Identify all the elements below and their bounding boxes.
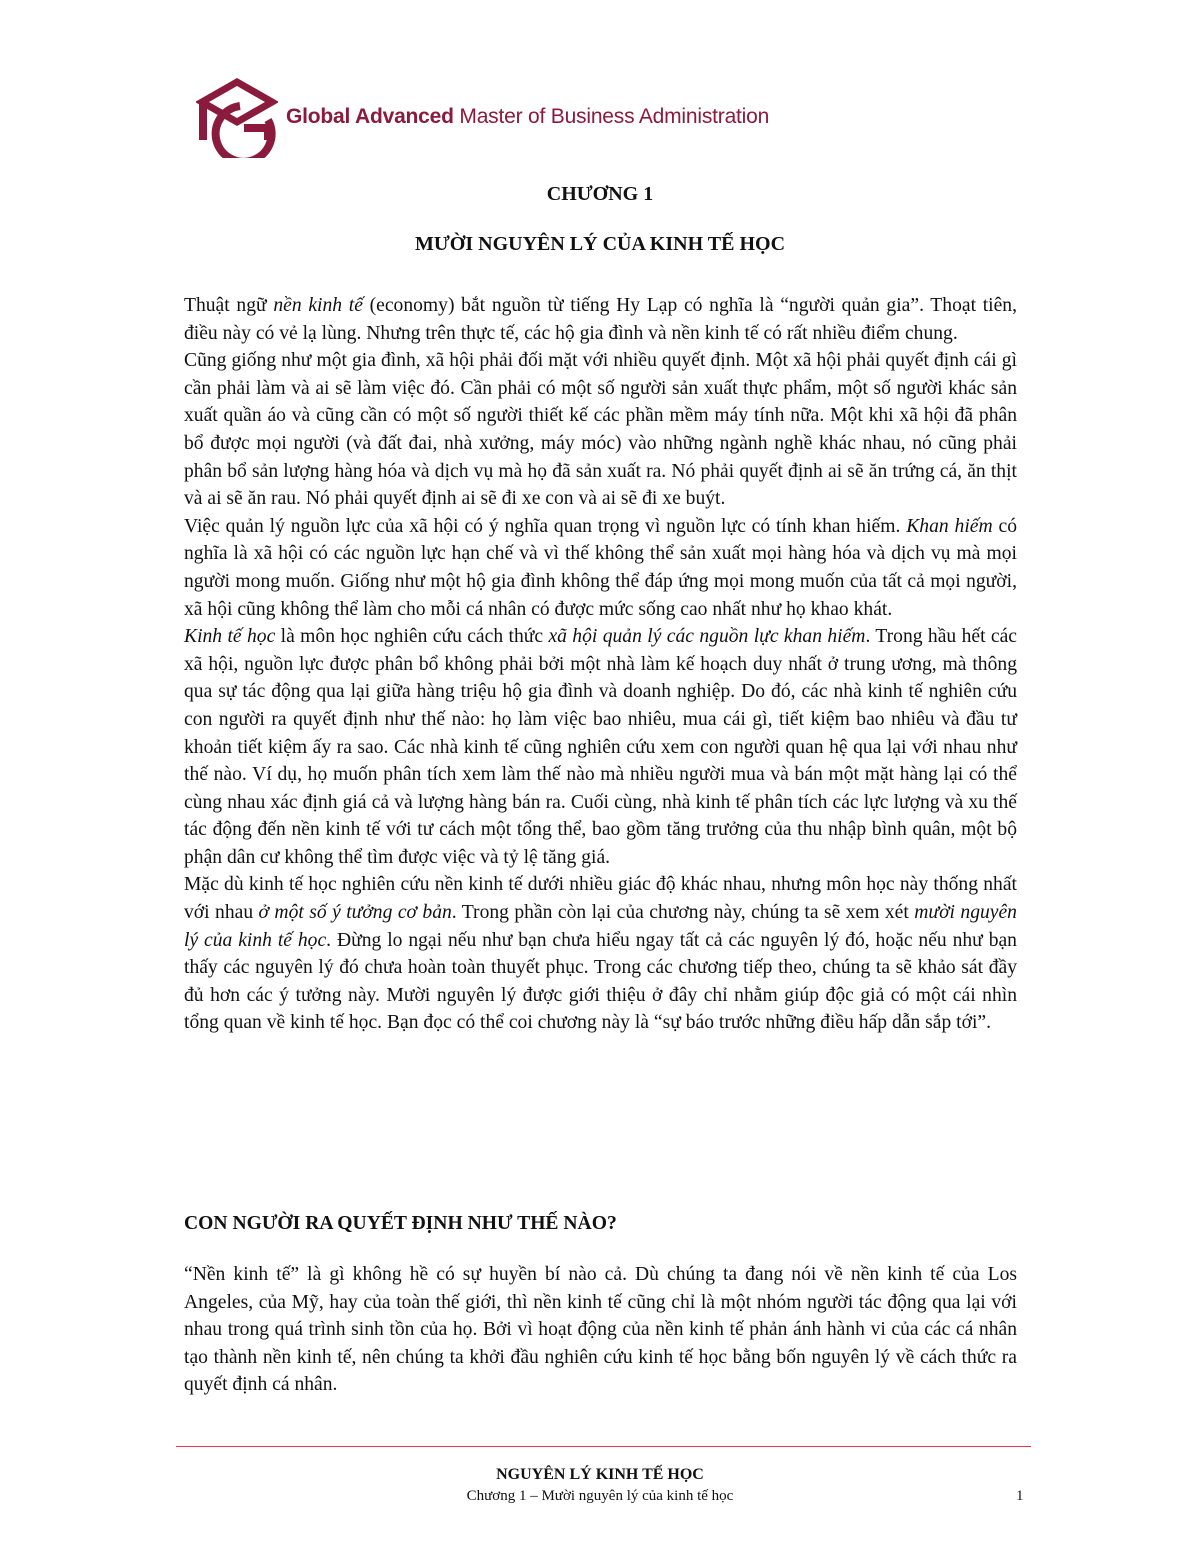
text-run: . Trong phần còn lại của chương này, chúng ta sẽ xem xét — [451, 902, 915, 924]
page-number: 1 — [1016, 1488, 1024, 1504]
logo-text — [286, 105, 769, 129]
text-run: Việc quản lý nguồn lực của xã hội có ý nghĩa quan trọng vì nguồn lực có tính khan hiếm. — [184, 515, 907, 537]
chapter-title: MƯỜI NGUYÊN LÝ CỦA KINH TẾ HỌC — [414, 233, 786, 255]
italic-term: nền kinh tế — [273, 295, 363, 316]
section-heading: CON NGƯỜI RA QUYẾT ĐỊNH NHƯ THẾ NÀO? — [184, 1213, 617, 1234]
logo-text-rest: Master of Business Administration — [453, 105, 770, 128]
italic-term: Khan hiếm — [906, 515, 993, 537]
graduation-cap-g-logo-icon — [196, 76, 278, 158]
footer-subtitle: Chương 1 – Mười nguyên lý của kinh tế học — [466, 1488, 734, 1504]
italic-term: mười nguyên lý của kinh tế học — [184, 902, 1017, 951]
logo-text-bold: Global Advanced — [286, 105, 454, 128]
paragraph-2: Cũng giống như một gia đình, xã hội phải đối mặt với nhiều quyết định. Một xã hội phải quyết định cái gì cần phải làm và ai sẽ làm việc đó. Cần phải có một số người sản xuất thực phẩm, một số người khác sản xuất quần áo và cũng cần có một số người thiết kế các phần mềm máy tính nữa. Một khi xã hội đã phân bổ được mọi người (và đất đai, nhà xưởng, máy móc) vào những ngành nghề khác nhau, nó cũng phải phân bổ sản lượng hàng hóa và dịch vụ mà họ đã sản xuất ra. Nó phải quyết định ai sẽ ăn trứng cá, ăn thịt và ai sẽ ăn rau. Nó phải quyết định ai sẽ đi xe con và ai sẽ đi xe buýt. — [184, 350, 1017, 510]
text-run: Mặc dù kinh tế học nghiên cứu nền kinh tế dưới nhiều giác độ khác nhau, nhưng môn học này thống nhất với nhau — [184, 874, 1017, 924]
footer-divider — [176, 1446, 1031, 1447]
text-run: (economy) bắt nguồn từ tiếng Hy Lạp có nghĩa là “người quản gia”. Thoạt tiên, điều này có vẻ lạ lùng. Nhưng trên thực tế, các hộ gia đình và nền kinh tế có rất nhiều điểm chung. — [184, 295, 1017, 344]
paragraph-1 — [184, 292, 1017, 347]
italic-term: Kinh tế học — [184, 626, 276, 648]
text-run: là môn học nghiên cứu cách thức — [275, 626, 549, 648]
chapter-body — [184, 292, 1017, 1037]
text-run: có nghĩa là xã hội có các nguồn lực hạn chế và vì thế không thể sản xuất mọi hàng hóa và dịch vụ mà mọi người mong muốn. Giống như một hộ gia đình không thể đáp ứng mọi mong muốn của tất cả mọi người, xã hội cũng không thể làm cho mỗi cá nhân có được mức sống cao nhất như họ khao khát. — [184, 515, 1017, 620]
text-run: . Đừng lo ngại nếu như bạn chưa hiểu ngay tất cả các nguyên lý đó, hoặc nếu như bạn thấy các nguyên lý đó chưa hoàn toàn thuyết phục. Trong các chương tiếp theo, chúng ta sẽ khảo sát đầy đủ hơn các ý tưởng này. Mười nguyên lý được giới thiệu ở đây chỉ nhằm giúp độc giả có một cái nhìn tổng quan về kinh tế học. Bạn đọc có thể coi chương này là “sự báo trước những điều hấp dẫn sắp tới”. — [184, 929, 1017, 1034]
paragraph-4 — [184, 623, 1017, 871]
chapter-label: CHƯƠNG 1 — [546, 183, 654, 205]
footer-title: NGUYÊN LÝ KINH TẾ HỌC — [496, 1466, 704, 1483]
text-run: . Trong hầu hết các xã hội, nguồn lực được phân bổ không phải bởi một nhà làm kế hoạch duy nhất ở trung ương, mà thông qua sự tác động qua lại giữa hàng triệu hộ gia đình và doanh nghiệp. Do đó, các nhà kinh tế nghiên cứu con người ra quyết định như thế nào: họ làm việc bao nhiêu, mua cái gì, tiết kiệm bao nhiêu và đầu tư khoản tiết kiệm ấy ra sao. Các nhà kinh tế cũng nghiên cứu xem con người quan hệ qua lại với nhau như thế nào. Ví dụ, họ muốn phân tích xem làm thế nào mà nhiều người mua và bán một mặt hàng lại có thể cùng nhau xác định giá cả và lượng hàng bán ra. Cuối cùng, nhà kinh tế phân tích các lực lượng và xu thế tác động đến nền kinh tế với tư cách một tổng thể, bao gồm tăng trưởng của thu nhập bình quân, một bộ phận dân cư không thể tìm được việc và tỷ lệ tăng giá. — [184, 626, 1017, 868]
section-body — [184, 1261, 1017, 1399]
paragraph-3 — [184, 513, 1017, 623]
text-run: Thuật ngữ — [184, 295, 274, 316]
paragraph-5 — [184, 871, 1017, 1037]
italic-term: ở một số ý tưởng cơ bản — [258, 902, 452, 924]
italic-term: xã hội quản lý các nguồn lực khan hiếm — [548, 626, 866, 648]
header-logo — [196, 72, 770, 162]
section-paragraph-1: “Nền kinh tế” là gì không hề có sự huyền bí nào cả. Dù chúng ta đang nói về nền kinh tế của Los Angeles, của Mỹ, hay của toàn thế giới, thì nền kinh tế cũng chỉ là một nhóm người tác động qua lại với nhau trong quá trình sinh tồn của họ. Bởi vì hoạt động của nền kinh tế phản ánh hành vi của các cá nhân tạo thành nền kinh tế, nên chúng ta khởi đầu nghiên cứu kinh tế học bằng bốn nguyên lý về cách thức ra quyết định cá nhân. — [184, 1264, 1017, 1396]
